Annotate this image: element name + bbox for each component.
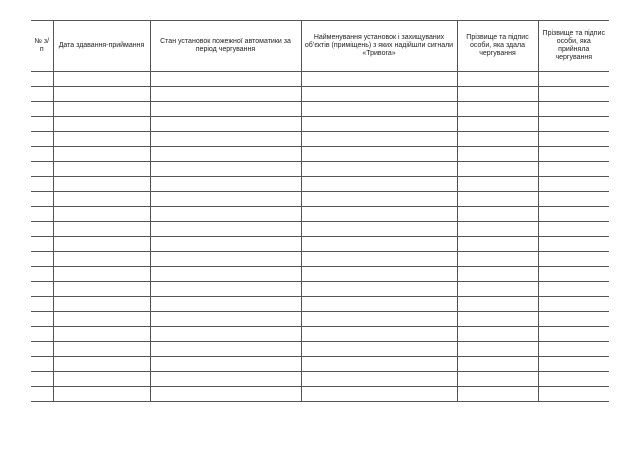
table-cell — [538, 342, 609, 357]
table-cell — [538, 192, 609, 207]
table-cell — [53, 312, 150, 327]
table-cell — [457, 132, 538, 147]
table-cell — [53, 117, 150, 132]
table-cell — [31, 327, 53, 342]
table-cell — [301, 162, 457, 177]
table-row — [31, 297, 609, 312]
table-cell — [301, 267, 457, 282]
table-cell — [301, 282, 457, 297]
table-cell — [53, 327, 150, 342]
column-header-handed-over-by: Прізвище та підпис особи, яка здала чергування — [457, 21, 538, 72]
table-cell — [301, 147, 457, 162]
table-cell — [53, 132, 150, 147]
table-row — [31, 312, 609, 327]
table-row — [31, 162, 609, 177]
table-row — [31, 357, 609, 372]
table-cell — [53, 267, 150, 282]
table-cell — [538, 282, 609, 297]
table-body — [31, 72, 609, 402]
table-cell — [301, 252, 457, 267]
table-row — [31, 102, 609, 117]
table-cell — [457, 327, 538, 342]
table-cell — [457, 252, 538, 267]
column-header-automation-status: Стан установок пожежної автоматики за період чергування — [150, 21, 301, 72]
column-header-alarm-sources: Найменування установок і захищуваних об’єктів (приміщень) з яких надійшли сигнали «Тривога» — [301, 21, 457, 72]
table-cell — [301, 117, 457, 132]
table-row — [31, 87, 609, 102]
table-cell — [150, 267, 301, 282]
column-header-number: № з/п — [31, 21, 53, 72]
table-cell — [301, 237, 457, 252]
table-cell — [31, 87, 53, 102]
table-cell — [31, 222, 53, 237]
table-cell — [301, 192, 457, 207]
table-cell — [31, 162, 53, 177]
table-row — [31, 222, 609, 237]
table-row — [31, 117, 609, 132]
table-cell — [301, 297, 457, 312]
table-cell — [538, 147, 609, 162]
table-cell — [150, 342, 301, 357]
table-cell — [150, 72, 301, 87]
table-cell — [538, 72, 609, 87]
table-cell — [150, 207, 301, 222]
table-cell — [31, 387, 53, 402]
table-cell — [538, 327, 609, 342]
table-row — [31, 252, 609, 267]
table-cell — [457, 222, 538, 237]
table-cell — [301, 72, 457, 87]
table-cell — [301, 102, 457, 117]
table-cell — [53, 192, 150, 207]
table-cell — [150, 87, 301, 102]
table-cell — [31, 102, 53, 117]
table-cell — [31, 147, 53, 162]
table-cell — [150, 372, 301, 387]
table-cell — [31, 252, 53, 267]
table-cell — [31, 312, 53, 327]
table-cell — [301, 312, 457, 327]
table-cell — [150, 237, 301, 252]
table-row — [31, 207, 609, 222]
duty-log-table — [31, 20, 609, 402]
table-cell — [53, 72, 150, 87]
table-cell — [150, 132, 301, 147]
table-cell — [31, 237, 53, 252]
table-cell — [457, 192, 538, 207]
table-cell — [457, 342, 538, 357]
table-row — [31, 372, 609, 387]
table-cell — [538, 267, 609, 282]
table-cell — [31, 372, 53, 387]
table-cell — [31, 357, 53, 372]
table-cell — [53, 162, 150, 177]
table-cell — [538, 312, 609, 327]
table-cell — [301, 387, 457, 402]
table-cell — [53, 372, 150, 387]
table-cell — [538, 102, 609, 117]
table-cell — [150, 162, 301, 177]
table-row — [31, 267, 609, 282]
table-cell — [150, 297, 301, 312]
table-row — [31, 282, 609, 297]
table-cell — [53, 357, 150, 372]
table-row — [31, 342, 609, 357]
table-cell — [457, 147, 538, 162]
table-cell — [538, 132, 609, 147]
table-cell — [457, 267, 538, 282]
table-cell — [150, 327, 301, 342]
table-cell — [150, 387, 301, 402]
table-cell — [301, 222, 457, 237]
table-row — [31, 192, 609, 207]
table-cell — [150, 222, 301, 237]
table-cell — [301, 357, 457, 372]
table-cell — [31, 177, 53, 192]
table-cell — [538, 237, 609, 252]
table-cell — [457, 117, 538, 132]
table-cell — [538, 162, 609, 177]
table-cell — [457, 357, 538, 372]
table-row — [31, 132, 609, 147]
table-cell — [31, 282, 53, 297]
table-cell — [150, 147, 301, 162]
table-cell — [150, 102, 301, 117]
table-cell — [538, 87, 609, 102]
column-header-handover-date: Дата здавання-приймання — [53, 21, 150, 72]
table-cell — [457, 312, 538, 327]
table-cell — [457, 282, 538, 297]
table-cell — [538, 387, 609, 402]
table-cell — [538, 357, 609, 372]
table-cell — [31, 192, 53, 207]
table-row — [31, 147, 609, 162]
table-row — [31, 72, 609, 87]
table-cell — [150, 357, 301, 372]
table-cell — [301, 327, 457, 342]
table-cell — [301, 207, 457, 222]
table-cell — [457, 207, 538, 222]
table-cell — [150, 177, 301, 192]
table-cell — [538, 252, 609, 267]
table-cell — [53, 237, 150, 252]
table-cell — [53, 387, 150, 402]
table-cell — [457, 372, 538, 387]
table-cell — [31, 132, 53, 147]
table-cell — [53, 207, 150, 222]
table-cell — [538, 207, 609, 222]
table-cell — [31, 117, 53, 132]
table-cell — [31, 72, 53, 87]
table-row — [31, 237, 609, 252]
table-cell — [538, 297, 609, 312]
table-cell — [457, 297, 538, 312]
table-cell — [538, 117, 609, 132]
table-cell — [301, 87, 457, 102]
table-cell — [53, 342, 150, 357]
table-cell — [150, 117, 301, 132]
table-cell — [53, 147, 150, 162]
table-cell — [53, 282, 150, 297]
table-cell — [31, 267, 53, 282]
table-cell — [150, 312, 301, 327]
table-cell — [53, 297, 150, 312]
table-cell — [457, 237, 538, 252]
column-header-accepted-by: Прізвище та підпис особи, яка прийняла чергування — [538, 21, 609, 72]
table-cell — [457, 87, 538, 102]
table-cell — [538, 372, 609, 387]
table-cell — [457, 177, 538, 192]
table-row — [31, 327, 609, 342]
table-cell — [31, 297, 53, 312]
table-cell — [53, 87, 150, 102]
table-cell — [53, 177, 150, 192]
table-cell — [150, 252, 301, 267]
table-cell — [301, 372, 457, 387]
table-cell — [53, 102, 150, 117]
table-cell — [53, 252, 150, 267]
table-row — [31, 177, 609, 192]
table-cell — [457, 102, 538, 117]
table-cell — [457, 387, 538, 402]
table-cell — [538, 222, 609, 237]
table-header-row — [31, 21, 609, 72]
table-cell — [31, 207, 53, 222]
table-cell — [301, 177, 457, 192]
table-cell — [301, 342, 457, 357]
table-cell — [538, 177, 609, 192]
table-cell — [150, 282, 301, 297]
table-cell — [150, 192, 301, 207]
table-cell — [53, 222, 150, 237]
table-cell — [31, 342, 53, 357]
table-row — [31, 387, 609, 402]
table-cell — [457, 72, 538, 87]
table-cell — [301, 132, 457, 147]
table-cell — [457, 162, 538, 177]
